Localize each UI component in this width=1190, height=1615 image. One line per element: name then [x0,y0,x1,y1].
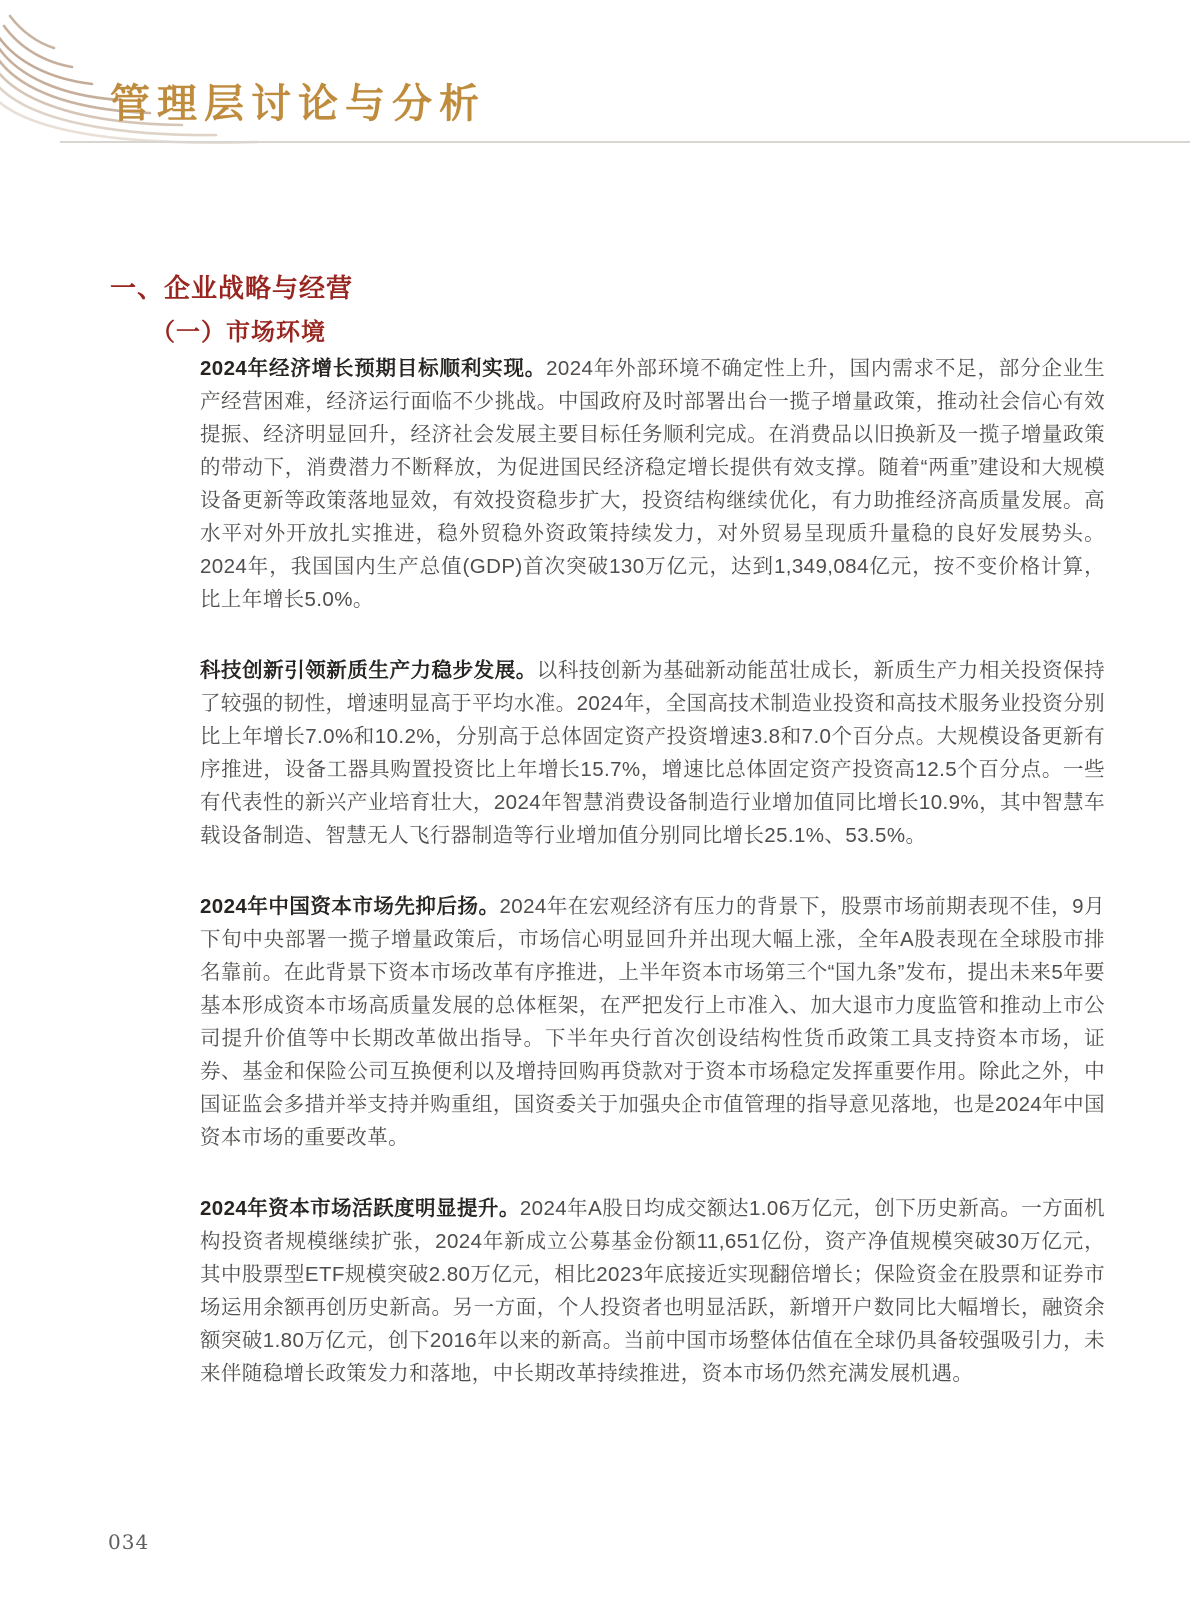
page-number: 034 [108,1530,150,1554]
header-divider [60,141,1190,143]
paragraph-lead: 2024年经济增长预期目标顺利实现。 [200,357,547,380]
paragraph-text: 以科技创新为基础新动能茁壮成长，新质生产力相关投资保持了较强的韧性，增速明显高于平均水准。2024年，全国高技术制造业投资和高技术服务业投资分别比上年增长7.0%和10.2%，分别高于总体固定资产投资增速3.8和7.0个百分点。大规模设备更新有序推进，设备工器具购置投资比上年增长15.7%，增速比总体固定资产投资高12.5个百分点。一些有代表性的新兴产业培育壮大，2024年智慧消费设备制造行业增加值同比增长10.9%，其中智慧车载设备制造、智慧无人飞行器制造等行业增加值分别同比增长25.1%、53.5%。 [200,659,1105,847]
subsection-heading: （一）市场环境 [151,319,326,346]
paragraph [200,1192,1105,1390]
paragraph-text: 2024年外部环境不确定性上升，国内需求不足，部分企业生产经营困难，经济运行面临不少挑战。中国政府及时部署出台一揽子增量政策，推动社会信心有效提振、经济明显回升，经济社会发展主要目标任务顺利完成。在消费品以旧换新及一揽子增量政策的带动下，消费潜力不断释放，为促进国民经济稳定增长提供有效支撑。随着“两重”建设和大规模设备更新等政策落地显效，有效投资稳步扩大，投资结构继续优化，有力助推经济高质量发展。高水平对外开放扎实推进，稳外贸稳外资政策持续发力，对外贸易呈现质升量稳的良好发展势头。2024年，我国国内生产总值(GDP)首次突破130万亿元，达到1,349,084亿元，按不变价格计算，比上年增长5.0%。 [200,357,1105,611]
paragraph [200,654,1105,852]
paragraph-lead: 2024年资本市场活跃度明显提升。 [200,1197,520,1220]
page-title: 管理层讨论与分析 [110,81,486,126]
paragraph [200,352,1105,616]
paragraph-text: 2024年A股日均成交额达1.06万亿元，创下历史新高。一方面机构投资者规模继续扩张，2024年新成立公募基金份额11,651亿份，资产净值规模突破30万亿元，其中股票型ETF规模突破2.80万亿元，相比2023年底接近实现翻倍增长；保险资金在股票和证券市场运用余额再创历史新高。另一方面，个人投资者也明显活跃，新增开户数同比大幅增长，融资余额突破1.80万亿元，创下2016年以来的新高。当前中国市场整体估值在全球仍具备较强吸引力，未来伴随稳增长政策发力和落地，中长期改革持续推进，资本市场仍然充满发展机遇。 [200,1197,1105,1385]
paragraph [200,890,1105,1154]
paragraph-lead: 科技创新引领新质生产力稳步发展。 [200,659,537,682]
paragraph-text: 2024年在宏观经济有压力的背景下，股票市场前期表现不佳，9月下旬中央部署一揽子增量政策后，市场信心明显回升并出现大幅上涨，全年A股表现在全球股市排名靠前。在此背景下资本市场改革有序推进，上半年资本市场第三个“国九条”发布，提出未来5年要基本形成资本市场高质量发展的总体框架，在严把发行上市准入、加大退市力度监管和推动上市公司提升价值等中长期改革做出指导。下半年央行首次创设结构性货币政策工具支持资本市场，证券、基金和保险公司互换便利以及增持回购再贷款对于资本市场稳定发挥重要作用。除此之外，中国证监会多措并举支持并购重组，国资委关于加强央企市值管理的指导意见落地，也是2024年中国资本市场的重要改革。 [200,895,1105,1149]
section-heading: 一、企业战略与经营 [110,273,354,303]
paragraph-lead: 2024年中国资本市场先抑后扬。 [200,895,500,918]
paragraph-list [200,352,1105,1428]
